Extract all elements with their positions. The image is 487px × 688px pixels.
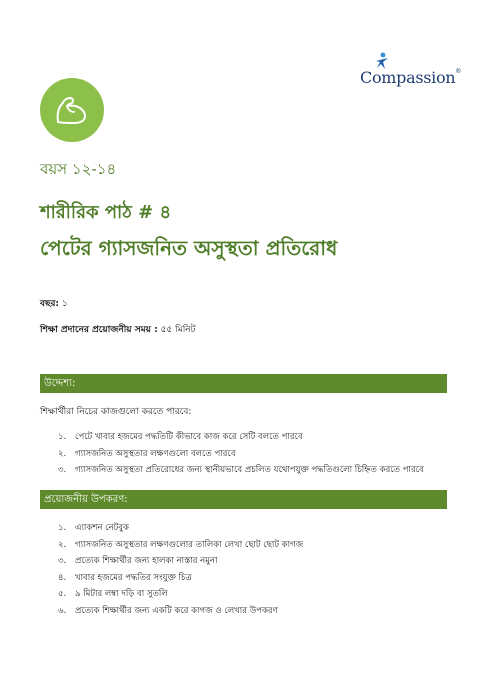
year-value: ১ (59, 299, 68, 309)
list-item: ১. পেটে খাবার হজমের পদ্ধতিটি কীভাবে কাজ করে সেটি বলতে পারবে (58, 432, 303, 442)
list-item: ১. এ্যাকশন নেটবুক (58, 523, 129, 533)
year-label: বছর: (40, 299, 60, 309)
list-item: ৩. গ্যাসজনিত অসুস্থতা প্রতিরোধের জন্য স্থানীয়ভাবে প্রচলিত যথোপযুক্ত পদ্ধতিগুলো চিহ্নিত করতে পারবে (58, 465, 424, 475)
list-item: ৩. প্রত্যেক শিক্ষার্থীর জন্য হালকা নাস্তার নমুনা (58, 556, 218, 566)
time-label: শিক্ষা প্রদানের প্রয়োজনীয় সময় : (40, 325, 158, 335)
list-item: ৪. খাবার হজমের পদ্ধতির সংযুক্ত চিত্র (58, 572, 192, 583)
list-item: ২. গ্যাসজনিত অসুস্থতার লক্ষণগুলো বলতে পারবে (58, 448, 236, 459)
list-item: ২. গ্যাসজনিত অসুস্থতার লক্ষণগুলোর তালিকা লেখা ছোট ছোট কাগজ (58, 539, 304, 550)
compassion-logo (360, 52, 464, 92)
objectives-heading: উদ্দেশ্য: (40, 374, 447, 393)
year-line (40, 296, 68, 311)
time-line (40, 322, 196, 337)
objectives-intro: শিক্ষার্থীরা নিচের কাজগুলো করতে পারবে: (40, 407, 192, 417)
list-item: ৬. প্রত্যেক শিক্ষার্থীর জন্য একটি করে কাগজ ও লেখার উপকরণ (58, 605, 278, 616)
materials-heading: প্রয়োজনীয় উপকরণ: (40, 490, 447, 509)
list-item: ৫. ৯ মিটার লম্বা দড়ি বা সুতলি (58, 589, 168, 599)
objectives-list (40, 430, 424, 480)
lesson-title: পেটের গ্যাসজনিত অসুস্থতা প্রতিরোধ (40, 236, 338, 260)
logo-text: Compassion® (360, 68, 462, 87)
flexed-arm-icon (54, 94, 90, 126)
materials-list (40, 521, 303, 620)
age-group: বয়স ১২-১৪ (40, 160, 117, 178)
lesson-badge (40, 78, 104, 142)
lesson-number: শারীরিক পাঠ # ৪ (40, 202, 172, 223)
time-value: ৫৫ মিনিট (157, 325, 196, 335)
